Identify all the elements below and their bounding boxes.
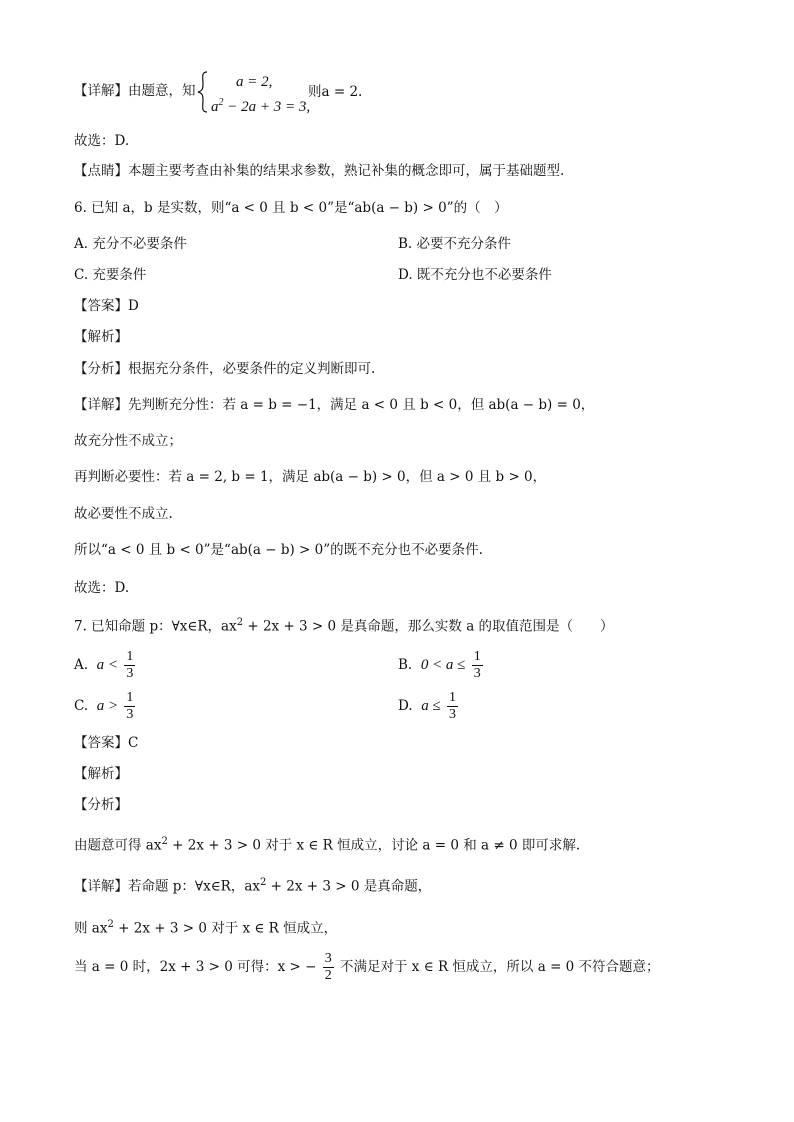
q7-fenxi-head: 【分析】	[74, 797, 128, 813]
q7-option-b: B. 0 < a ≤ $\frac{1}{3}$	[398, 649, 481, 681]
q7-option-c: C. a > $\frac{1}{3}$	[74, 690, 134, 722]
q6-detail-4: 故必要性不成立.	[74, 506, 173, 522]
q7-answer: 【答案】C	[74, 735, 139, 751]
q7-detail-3: 当 a = 0 时，2x + 3 > 0 可得：x > − $\frac{3}{2}$ 不满足对于 x ∈ R 恒成立，所以 a = 0 不符合题意；	[74, 951, 660, 983]
q6-detail-2: 故充分性不成立；	[74, 433, 182, 449]
q5-system-line2: $a^2 - 2a + 3 = 3$,	[211, 97, 311, 115]
q5-comment: 【点睛】本题主要考查由补集的结果求参数，熟记补集的概念即可，属于基础题型.	[74, 163, 565, 179]
q6-answer: 【答案】D	[74, 298, 139, 314]
q7-detail-2: 则 $ax^2 + 2x + 3 > 0$ 对于 x ∈ R 恒成立，	[74, 919, 338, 937]
q6-stem: 6. 已知 a，b 是实数，则“a < 0 且 b < 0”是“ab(a − b) > 0”的（ ）	[74, 200, 508, 216]
q5-choose: 故选：D.	[74, 133, 130, 149]
q6-detail-3: 再判断必要性：若 a = 2, b = 1，满足 ab(a − b) > 0，但 a > 0 且 b > 0，	[74, 469, 547, 485]
fraction: $\frac{1}{3}$	[449, 690, 457, 722]
q6-choose: 故选：D.	[74, 580, 130, 596]
q6-detail-5: 所以“a < 0 且 b < 0”是“ab(a − b) > 0”的既不充分也不必要条件.	[74, 542, 483, 558]
q6-option-b: B. 必要不充分条件	[398, 236, 512, 252]
q5-system-line1: a = 2,	[236, 74, 273, 90]
q6-detail-1: 【详解】先判断充分性：若 a = b = −1，满足 a < 0 且 b < 0，但 ab(a − b) = 0，	[74, 397, 595, 413]
fraction: $\frac{1}{3}$	[126, 649, 134, 681]
q7-analysis-head: 【解析】	[74, 766, 128, 782]
fraction: $\frac{3}{2}$	[324, 951, 332, 983]
q5-result: 则a = 2.	[308, 84, 363, 100]
q6-option-c: C. 充要条件	[74, 267, 147, 283]
fraction: $\frac{1}{3}$	[126, 690, 134, 722]
q7-option-d: D. a ≤ $\frac{1}{3}$	[398, 690, 457, 722]
q7-detail-1: 【详解】若命题 p：∀x∈R，$ax^2 + 2x + 3 > 0$ 是真命题，	[74, 877, 432, 895]
q5-detail-label: 【详解】由题意，知	[74, 83, 196, 99]
q6-option-d: D. 既不充分也不必要条件	[398, 267, 552, 283]
q6-option-a: A. 充分不必要条件	[74, 236, 187, 252]
q7-fenxi: 由题意可得 $ax^2 + 2x + 3 > 0$ 对于 x ∈ R 恒成立，讨论 a = 0 和 a ≠ 0 即可求解.	[74, 836, 581, 854]
q5-detail-line	[74, 81, 196, 101]
q6-fenxi: 【分析】根据充分条件，必要条件的定义判断即可.	[74, 361, 376, 377]
q7-option-a: A. a < $\frac{1}{3}$	[74, 649, 134, 681]
q6-analysis-head: 【解析】	[74, 329, 128, 345]
fraction: $\frac{1}{3}$	[473, 649, 481, 681]
left-brace-icon	[196, 70, 210, 114]
q7-stem: 7. 已知命题 p：∀x∈R，$ax^2 + 2x + 3 > 0$ 是真命题，那么实数 a 的取值范围是（ ）	[74, 617, 614, 635]
